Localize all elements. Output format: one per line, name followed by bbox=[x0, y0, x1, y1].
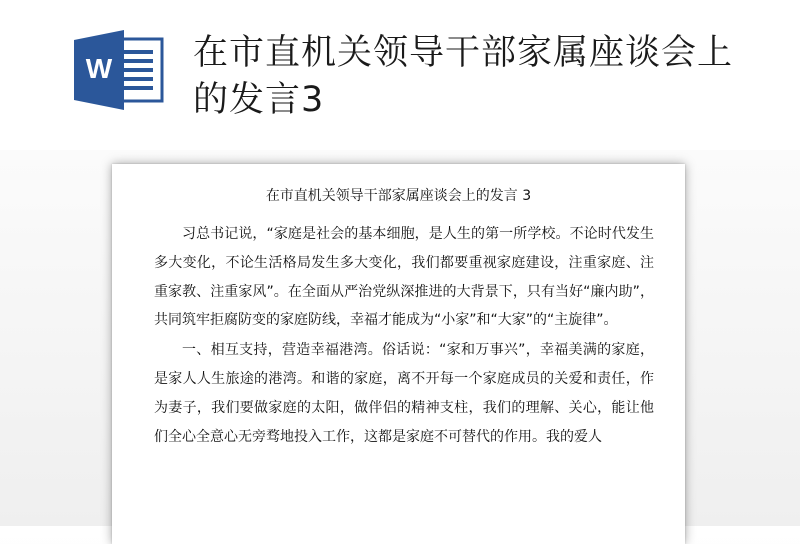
svg-text:W: W bbox=[85, 53, 113, 84]
paragraph: 一、相互支持，营造幸福港湾。俗话说：“家和万事兴”，幸福美满的家庭，是家人人生旅途的港湾。和谐的家庭，离不开每一个家庭成员的关爱和责任，作为妻子，我们要做家庭的太阳，做伴侣的精神支柱，我们的理解、关心，能让他们全心全意心无旁骛地投入工作，这都是家庭不可替代的作用。我的爱人 bbox=[154, 342, 654, 445]
page-title: 在市直机关领导干部家属座谈会上的发言 3 bbox=[265, 188, 532, 204]
paragraph: 习总书记说，“家庭是社会的基本细胞，是人生的第一所学校。不论时代发生多大变化，不论生活格局发生多大变化，我们都要重视家庭建设，注重家庭、注重家教、注重家风”。在全面从严治党纵深推进的大背景下，只有当好“廉内助”，共同筑牢拒腐防变的家庭防线，幸福才能成为“小家”和“大家”的“主旋律”。 bbox=[154, 226, 654, 329]
document-body bbox=[154, 220, 654, 452]
document-heading: 在市直机关领导干部家属座谈会上的发言3 bbox=[193, 33, 734, 120]
word-document-icon bbox=[74, 30, 164, 110]
header-banner bbox=[0, 0, 800, 150]
document-page-preview bbox=[112, 164, 685, 544]
